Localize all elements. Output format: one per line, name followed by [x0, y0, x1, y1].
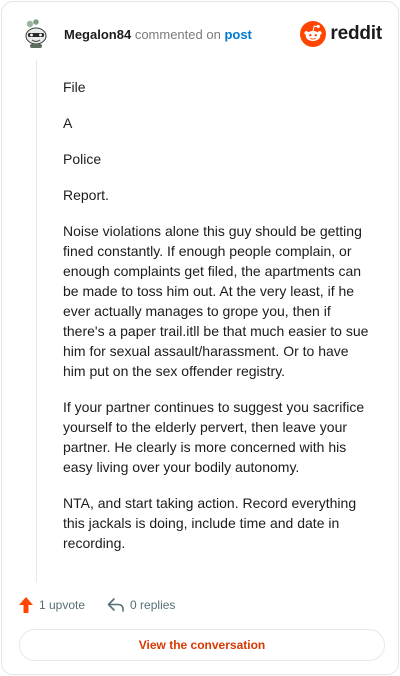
username-link[interactable]: Megalon84 [64, 27, 132, 42]
comment-header [20, 18, 382, 52]
avatar-snoo-icon [20, 18, 52, 50]
comment-paragraph: Police [63, 151, 102, 167]
replies-button[interactable] [107, 597, 175, 613]
comment-paragraph: Report. [63, 187, 109, 203]
upvote-count: 1 upvote [39, 598, 86, 612]
comment-actions [18, 594, 197, 616]
commented-on-text: commented on [134, 27, 221, 42]
post-link[interactable]: post [224, 27, 252, 42]
reddit-snoo-icon [300, 21, 326, 47]
view-conversation-button[interactable]: View the conversation [19, 629, 385, 661]
comment-meta [64, 27, 252, 43]
avatar[interactable] [20, 18, 52, 50]
thread-line [36, 60, 37, 582]
comment-paragraph: Noise violations alone this guy should be getting fined constantly. If enough people complain, or enough complaints get filed, the apartments can be made to toss him out. At the very least, if he ever actually manages to grope you, then if there's a paper trail.itll be that much easier to sue him for sexual assault/harassment. Or to have him put on the sex offender registry. [63, 223, 369, 379]
reddit-logo[interactable] [300, 21, 382, 47]
upvote-button[interactable] [18, 596, 85, 614]
comment-paragraph: If your partner continues to suggest you sacrifice yourself to the elderly pervert, then leave your partner. He clearly is more concerned with his easy living over your bodily autonomy. [63, 399, 365, 475]
comment-paragraph: NTA, and start taking action. Record everything this jackals is doing, include time and date in recording. [63, 495, 357, 551]
comment-body [63, 77, 373, 569]
comment-paragraph: File [63, 79, 86, 95]
replies-count: 0 replies [130, 598, 176, 612]
reddit-wordmark: reddit [330, 23, 382, 44]
comment-paragraph: A [63, 115, 73, 131]
upvote-arrow-icon [18, 596, 34, 614]
comment-card [1, 1, 399, 675]
reply-arrow-icon [107, 597, 125, 613]
